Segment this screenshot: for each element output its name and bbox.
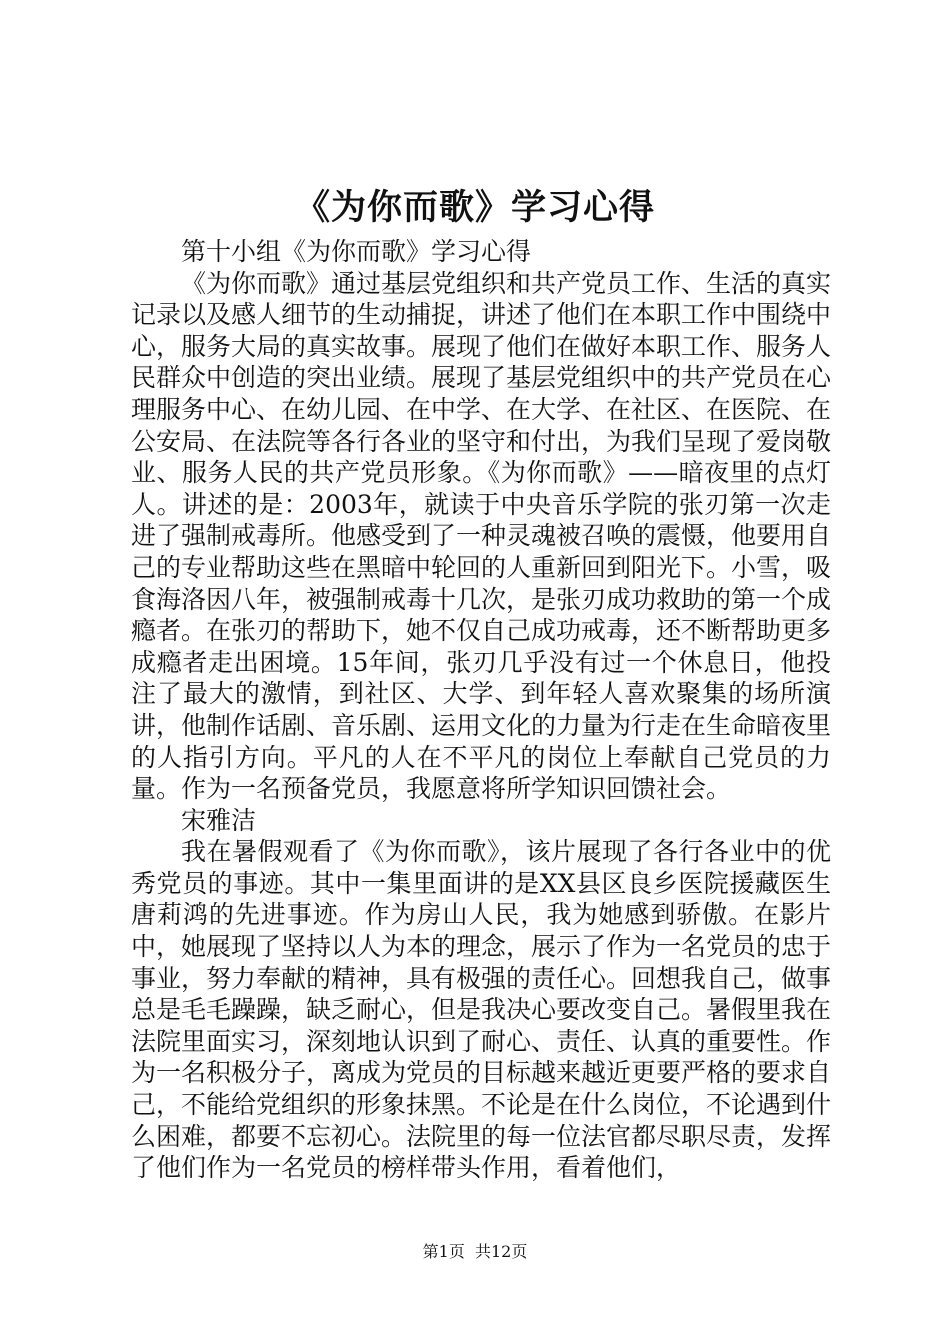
paragraph: 我在暑假观看了《为你而歌》，该片展现了各行各业中的优秀党员的事迹。其中一集里面讲的是XX县区良乡医院援藏医生唐莉鸿的先进事迹。作为房山人民，我为她感到骄傲。在影片中，她展现了坚持以人为本的理念，展示了作为一名党员的忠于事业，努力奉献的精神，具有极强的责任心。回想我自己，做事总是毛毛躁躁，缺乏耐心，但是我决心要改变自己。暑假里我在法院里面实习，深刻地认识到了耐心、责任、认真的重要性。作为一名积极分子，离成为党员的目标越来越近更要严格的要求自己，不能给党组织的形象抹黑。不论是在什么岗位，不论遇到什么困难，都要不忘初心。法院里的每一位法官都尽职尽责，发挥了他们作为一名党员的榜样带头作用，看着他们，: [131, 837, 832, 1183]
page-footer: [0, 1242, 950, 1262]
paragraph: 《为你而歌》通过基层党组织和共产党员工作、生活的真实记录以及感人细节的生动捕捉，讲述了他们在本职工作中围绕中心，服务大局的真实故事。展现了他们在做好本职工作、服务人民群众中创造的突出业绩。展现了基层党组织中的共产党员在心理服务中心、在幼儿园、在中学、在大学、在社区、在医院、在公安局、在法院等各行各业的坚守和付出，为我们呈现了爱岗敬业、服务人民的共产党员形象。《为你而歌》——暗夜里的点灯人。讲述的是：2003年，就读于中央音乐学院的张刃第一次走进了强制戒毒所。他感受到了一种灵魂被召唤的震慑，他要用自己的专业帮助这些在黑暗中轮回的人重新回到阳光下。小雪，吸食海洛因八年，被强制戒毒十几次，是张刃成功救助的第一个成瘾者。在张刃的帮助下，她不仅自己成功戒毒，还不断帮助更多成瘾者走出困境。15年间，张刃几乎没有过一个休息日，他投注了最大的激情，到社区、大学、到年轻人喜欢聚集的场所演讲，他制作话剧、音乐剧、运用文化的力量为行走在生命暗夜里的人指引方向。平凡的人在不平凡的岗位上奉献自己党员的力量。作为一名预备党员，我愿意将所学知识回馈社会。: [131, 268, 832, 804]
page-number: 第1页 共12页: [422, 1242, 528, 1261]
author-name: 宋雅洁: [181, 805, 257, 835]
group-heading: 第十小组《为你而歌》学习心得: [181, 237, 532, 266]
document-body: [131, 236, 831, 1184]
document-title: 《为你而歌》学习心得: [294, 187, 655, 228]
